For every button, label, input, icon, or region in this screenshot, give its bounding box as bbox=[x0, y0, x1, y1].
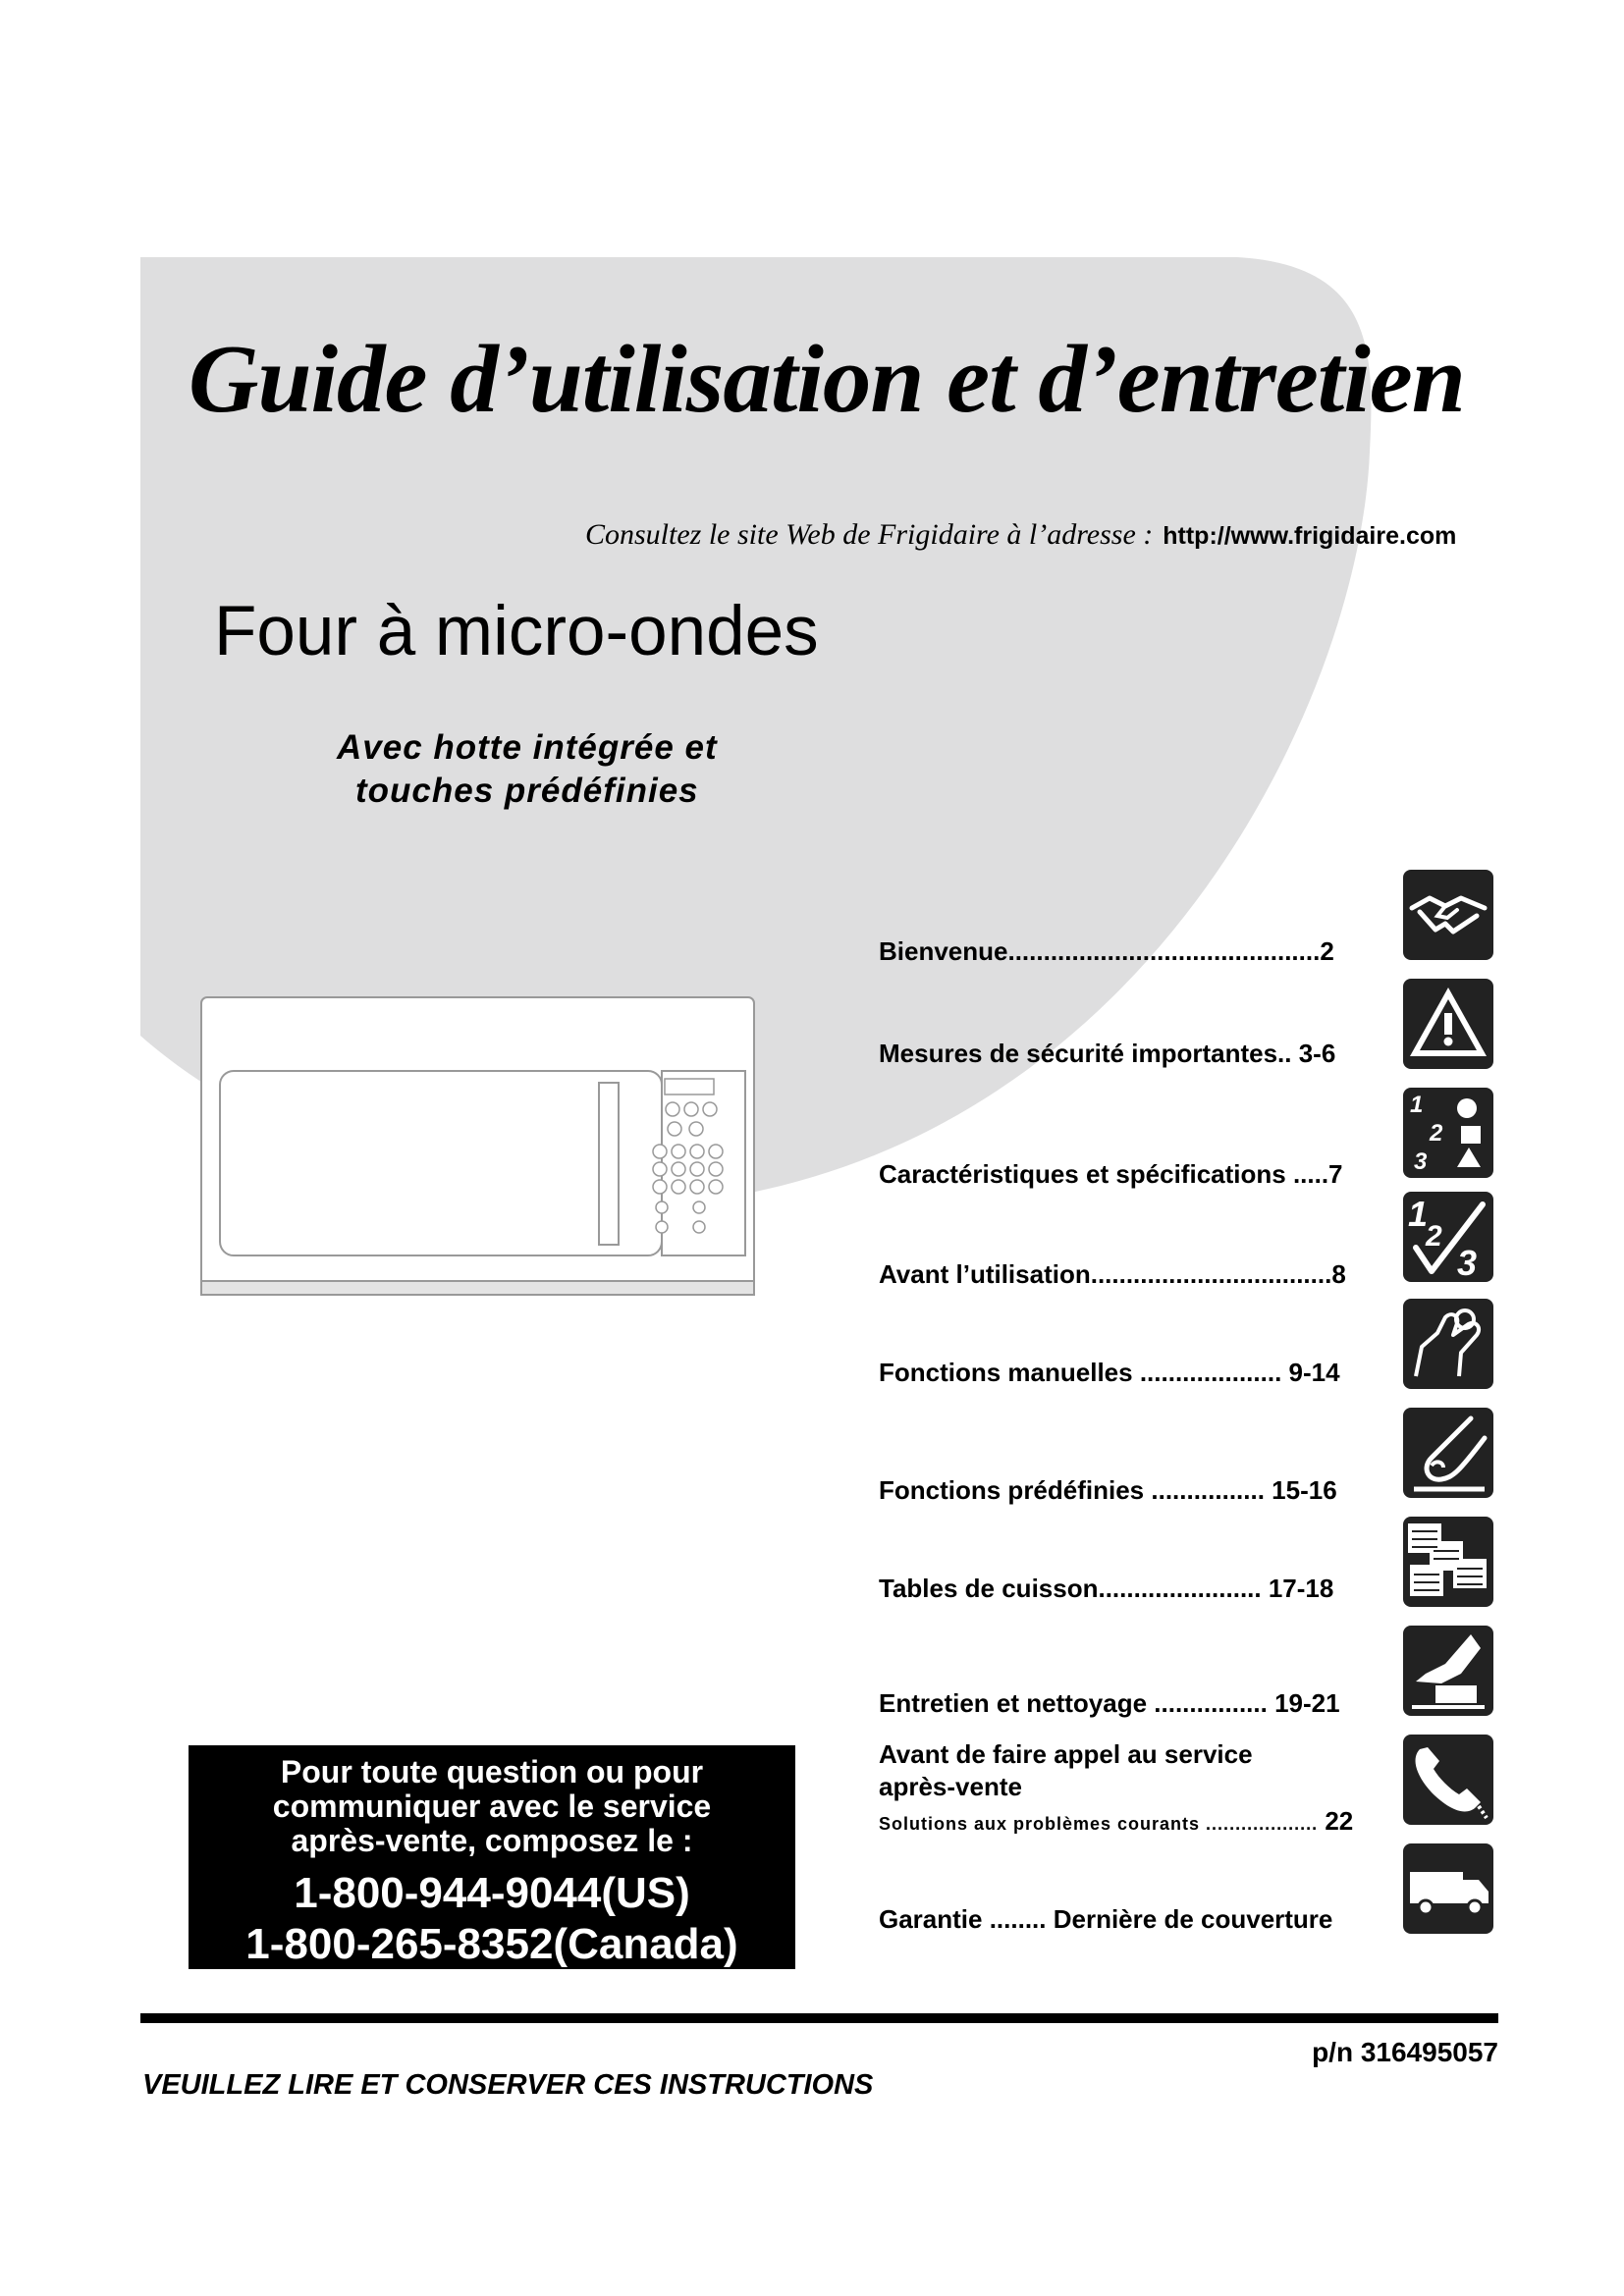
contact-line-1: Pour toute question ou pour bbox=[280, 1754, 704, 1789]
website-link[interactable]: http://www.frigidaire.com bbox=[1163, 522, 1457, 550]
part-number: p/n 316495057 bbox=[1312, 2037, 1498, 2067]
toc-item-solutions-page: 22 bbox=[1325, 1806, 1354, 1836]
toc-item-bienvenue[interactable]: Bienvenue............................................2 bbox=[879, 936, 1334, 966]
phone-canada[interactable]: 1-800-265-8352(Canada) bbox=[245, 1920, 738, 1968]
svg-text:1: 1 bbox=[1408, 1194, 1429, 1234]
subtitle-line-1: Avec hotte intégrée et bbox=[337, 728, 718, 767]
svg-text:1: 1 bbox=[1410, 1092, 1424, 1118]
website-label: Consultez le site Web de Frigidaire à l’adresse : bbox=[585, 518, 1154, 551]
toc-item-avant-utilisation[interactable]: Avant l’utilisation..................................8 bbox=[879, 1259, 1346, 1289]
cleaning-hand-icon bbox=[1402, 1625, 1494, 1717]
numbered-shapes-icon bbox=[1402, 1087, 1494, 1179]
toc-item-service[interactable]: Avant de faire appel au service bbox=[879, 1739, 1253, 1769]
phone-icon bbox=[1402, 1734, 1494, 1826]
service-truck-icon bbox=[1402, 1842, 1494, 1935]
fingertip-icon bbox=[1402, 1407, 1494, 1499]
toc-item-caracteristiques[interactable]: Caractéristiques et spécifications .....7 bbox=[879, 1159, 1343, 1189]
documents-icon bbox=[1402, 1516, 1494, 1608]
product-name: Four à micro-ondes bbox=[214, 593, 819, 670]
contact-line-3: après-vente, composez le : bbox=[291, 1823, 693, 1858]
website-line bbox=[585, 518, 1456, 552]
svg-text:2: 2 bbox=[1426, 1220, 1442, 1253]
toc-item-garantie[interactable]: Garantie ........ Dernière de couverture bbox=[879, 1904, 1333, 1934]
phone-us[interactable]: 1-800-944-9044(US) bbox=[294, 1869, 690, 1917]
svg-text:3: 3 bbox=[1414, 1148, 1428, 1175]
toc-item-service-line2: après-vente bbox=[879, 1772, 1022, 1801]
toc-item-solutions[interactable] bbox=[879, 1806, 1353, 1837]
svg-text:3: 3 bbox=[1457, 1243, 1478, 1283]
footer-note: VEUILLEZ LIRE ET CONSERVER CES INSTRUCTIONS bbox=[142, 2069, 874, 2101]
subtitle-line-2: touches prédéfinies bbox=[355, 772, 699, 810]
svg-text:2: 2 bbox=[1430, 1120, 1443, 1147]
toc-item-securite[interactable]: Mesures de sécurité importantes.. 3-6 bbox=[879, 1039, 1336, 1068]
toc-item-tables-cuisson[interactable]: Tables de cuisson....................... 17-18 bbox=[879, 1574, 1334, 1603]
manual-title: Guide d’utilisation et d’entretien bbox=[189, 326, 1465, 433]
contact-line-2: communiquer avec le service bbox=[272, 1789, 712, 1824]
toc-item-fonctions-predefinies[interactable]: Fonctions prédéfinies ................ 15-16 bbox=[879, 1475, 1337, 1505]
hand-pressing-icon bbox=[1402, 1298, 1494, 1390]
toc-item-solutions-label: Solutions aux problèmes courants ................... bbox=[879, 1814, 1319, 1834]
microwave-illustration bbox=[200, 996, 756, 1297]
contact-box bbox=[189, 1745, 795, 1969]
checklist-123-icon bbox=[1402, 1191, 1494, 1283]
product-subtitle bbox=[337, 726, 718, 813]
toc-item-entretien[interactable]: Entretien et nettoyage ................ 19-21 bbox=[879, 1688, 1340, 1718]
handshake-icon bbox=[1402, 869, 1494, 961]
contact-instructions bbox=[189, 1745, 795, 1858]
footer-rule bbox=[140, 2013, 1498, 2023]
toc-item-fonctions-manuelles[interactable]: Fonctions manuelles .................... 9-14 bbox=[879, 1358, 1340, 1387]
warning-icon bbox=[1402, 978, 1494, 1070]
